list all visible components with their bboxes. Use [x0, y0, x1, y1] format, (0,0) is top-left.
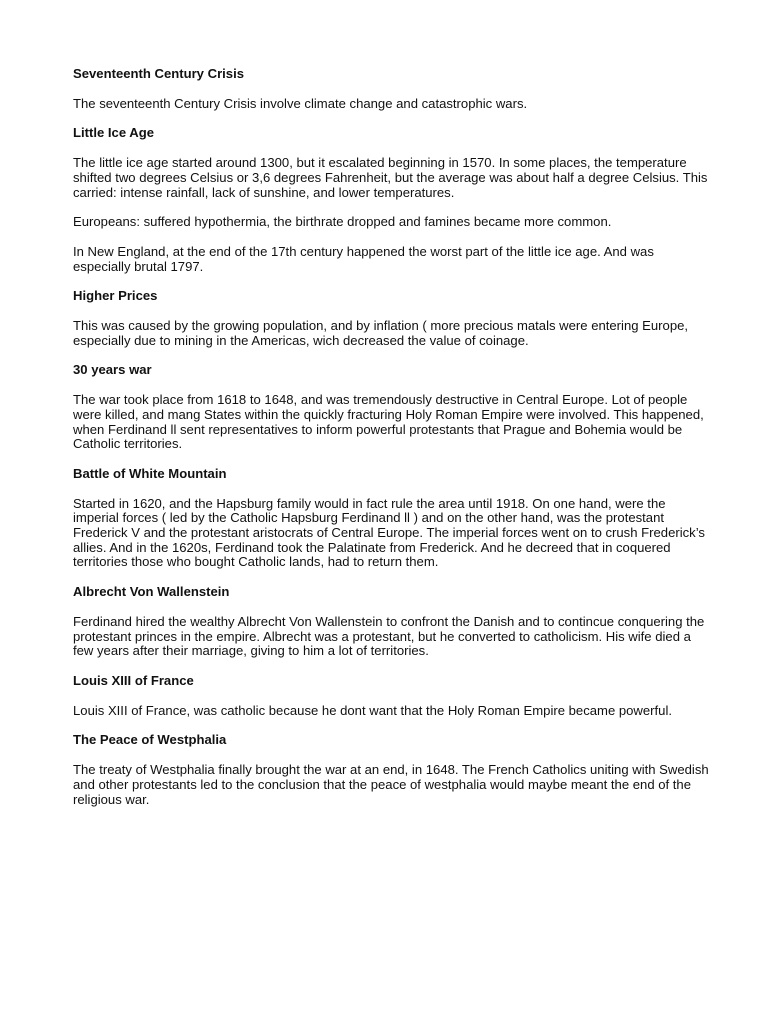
section-paragraph: Started in 1620, and the Hapsburg family would in fact rule the area until 1918. On one hand, were the imperial forces ( led by the Catholic Hapsburg Ferdinand ll ) and on the other hand, was the protestant Frederick V and the protestant aristocrats of Central Europe. The imperial forces went on to crush Frederick’s allies. And in the 1620s, Ferdinand took the Palatinate from Frederick. And he decreed that in coquered territories those who bought Catholic lands, had to return them.: [73, 495, 705, 570]
section-heading-30-years-war: 30 years war: [73, 362, 152, 378]
section-heading-peace-of-westphalia: The Peace of Westphalia: [73, 732, 227, 748]
section-heading-higher-prices: Higher Prices: [73, 288, 158, 304]
intro-paragraph: The seventeenth Century Crisis involve climate change and catastrophic wars.: [73, 95, 528, 111]
section-heading-little-ice-age: Little Ice Age: [73, 125, 155, 141]
section-heading-battle-of-white-mountain: Battle of White Mountain: [73, 465, 227, 481]
document-title: Seventeenth Century Crisis: [73, 66, 244, 81]
section-paragraph: Louis XIII of France, was catholic because he dont want that the Holy Roman Empire became powerful.: [73, 702, 672, 718]
section-paragraph: Europeans: suffered hypothermia, the birthrate dropped and famines became more common.: [73, 214, 612, 230]
section-paragraph: The war took place from 1618 to 1648, and was tremendously destructive in Central Europe. Lot of people were killed, and mang States within the quickly fracturing Holy Roman Empire were involved. This happened, when Ferdinand ll sent representatives to inform powerful protestants that Prague and Bohemia would be Catholic territories.: [73, 392, 704, 452]
section-heading-louis-xiii-of-france: Louis XIII of France: [73, 672, 194, 688]
section-paragraph: The little ice age started around 1300, but it escalated beginning in 1570. In some places, the temperature shifted two degrees Celsius or 3,6 degrees Fahrenheit, but the average was about half a degree Celsius. This carried: intense rainfall, lack of sunshine, and lower temperatures.: [73, 155, 708, 200]
section-paragraph: The treaty of Westphalia finally brought the war at an end, in 1648. The French Catholics uniting with Swedish and other protestants led to the conclusion that the peace of westphalia would maybe meant the end of the religious war.: [73, 762, 709, 807]
section-heading-albrecht-von-wallenstein: Albrecht Von Wallenstein: [73, 584, 230, 600]
section-paragraph: Ferdinand hired the wealthy Albrecht Von Wallenstein to confront the Danish and to contincue conquering the protestant princes in the empire. Albrecht was a protestant, but he converted to catholicism. His wife died a few years after their marriage, giving to him a lot of territories.: [73, 613, 705, 659]
section-paragraph: This was caused by the growing population, and by inflation ( more precious matals were entering Europe, especially due to mining in the Americas, wich decreased the value of coinage.: [73, 318, 689, 348]
section-paragraph: In New England, at the end of the 17th century happened the worst part of the little ice age. And was especially brutal 1797.: [73, 243, 654, 274]
document-page: [73, 67, 713, 822]
